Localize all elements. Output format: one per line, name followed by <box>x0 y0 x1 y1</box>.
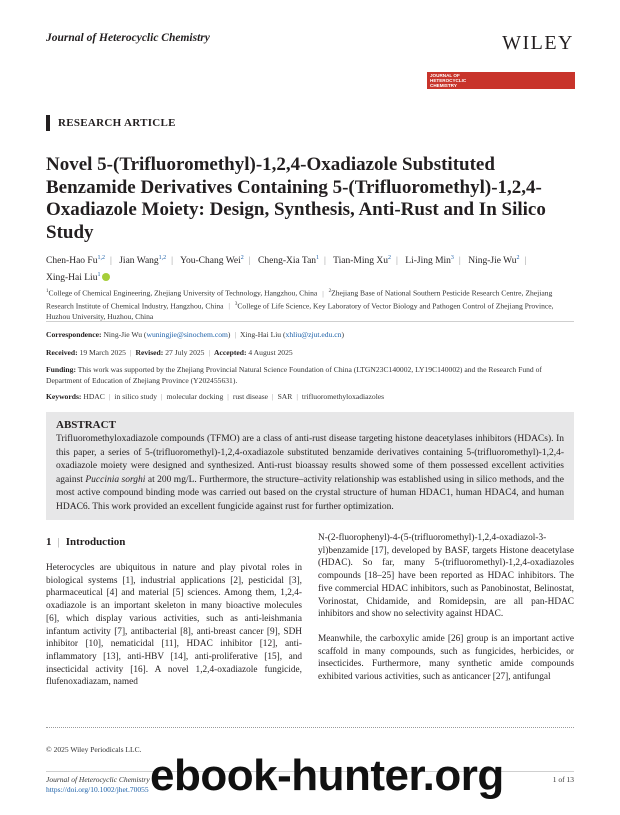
journal-logo-line: JOURNAL OF <box>430 73 460 78</box>
author-affiliation-ref[interactable]: 2 <box>240 255 244 261</box>
author-affiliation-ref[interactable]: 1 <box>316 255 320 261</box>
author-name[interactable]: Ning-Jie Wu <box>468 256 517 267</box>
section-heading-introduction: 1 | Introduction <box>46 536 126 548</box>
article-type-label <box>46 115 176 131</box>
affiliation-number: 2 <box>328 289 332 294</box>
email-link[interactable]: wuningjie@sinochem.com <box>146 330 228 339</box>
body-column-left <box>46 562 302 689</box>
keyword[interactable]: rust disease <box>232 392 269 401</box>
correspondence-label: Correspondence: <box>46 330 102 339</box>
footnote-divider <box>46 727 574 728</box>
author-affiliation-ref[interactable]: 1,2 <box>97 255 105 261</box>
article-title: Novel 5-(Trifluoromethyl)-1,2,4-Oxadiazole Substituted Benzamide Derivatives Containing 5-(Trifluoromethyl)-1,2,4-Oxadiazole Moiety: Design, Synthesis, Anti-Rust and In Silico Study <box>46 154 546 243</box>
doi-link[interactable]: https://doi.org/10.1002/jhet.70055 <box>46 785 149 794</box>
orcid-icon[interactable] <box>102 273 110 281</box>
abstract-text: Trifluoromethyloxadiazole compounds (TFMO) are a class of anti-rust disease targeting histone deacetylases inhibitors (HDACs). In this paper, a series of 5-(trifluoromethyl)-1,2,4-oxadiazole substituted benzamide derivatives containing 5-(trifluoromethyl)-1,2,4-oxadiazole moiety were designed and synthesized. Anti-rust bioassay results showed some of them possessed excellent activities against Puccinia sorghi at 200 mg/L. Furthermore, the structure–activity relationship was established using in silico methods, and the most active compound binding mode was carried out based on the crystal structure of human HDAC1, human HDAC4, and human HDAC6. This work provided an excellent fungicide against rust for further optimization. <box>56 434 564 512</box>
article-type-bar <box>46 115 50 131</box>
article-type-text: RESEARCH ARTICLE <box>58 117 176 129</box>
funding-text: This work was supported by the Zhejiang Provincial Natural Science Foundation of China (LTGN23C140002, LY19C140002) and the Research Fund of Department of Education of Zhejiang Province (Y202455631). <box>46 365 542 385</box>
keywords: Keywords: HDAC | in silico study | molecular docking | rust disease | SAR | trifluoromethyloxadiazoles <box>46 392 385 401</box>
accepted-date: 4 August 2025 <box>248 348 293 357</box>
journal-name: Journal of Heterocyclic Chemistry <box>46 32 210 44</box>
affiliations: $^1$College of Chemical Engineering, Zhejiang University of Technology, Hangzhou, China | $^2$Zhejiang Base of National Southern Pesticide Research Centre, Zhejiang Research Institute of Chemical Industry, Hangzhou, China | $^3$College of Life Science, Key Laboratory of Vector Biology and Pathogen Control of Zhejiang Province, Huzhou University, Huzhou, China <box>46 288 554 322</box>
keyword[interactable]: trifluoromethyloxadiazoles <box>301 392 385 401</box>
footer-journal: Journal of Heterocyclic Chemistry <box>46 775 150 784</box>
author-affiliation-ref[interactable]: 2 <box>387 255 391 261</box>
email-link[interactable]: xhliu@zjut.edu.cn <box>285 330 342 339</box>
author-affiliation-ref[interactable]: 1,2 <box>158 255 167 261</box>
correspondence-name: Xing-Hai Liu <box>239 330 282 339</box>
affiliation-number: 3 <box>234 301 238 307</box>
author-affiliation-ref[interactable]: 1 <box>97 272 101 279</box>
author-list: Chen-Hao Fu$^{1,2}$ | Jian Wang$^{1,2}$ | You-Chang Wei$^2$ | Cheng-Xia Tan$^1$ | Tian-Ming Xu$^2$ | Li-Jing Min$^3$ | Ning-Jie Wu$^2$ | Xing-Hai Liu$^1$ <box>46 255 527 284</box>
abstract-heading: ABSTRACT <box>56 419 116 431</box>
author-affiliation-ref[interactable]: 2 <box>516 255 520 261</box>
author-name[interactable]: Cheng-Xia Tan <box>258 256 317 267</box>
received-label: Received: <box>46 348 78 357</box>
funding-label: Funding: <box>46 365 76 374</box>
section-number: 1 <box>46 536 52 548</box>
received-date: 19 March 2025 <box>79 348 126 357</box>
author-name[interactable]: Jian Wang <box>119 256 159 267</box>
keyword[interactable]: SAR <box>277 392 293 401</box>
copyright: © 2025 Wiley Periodicals LLC. <box>46 745 142 754</box>
author-name[interactable]: Li-Jing Min <box>405 256 451 267</box>
keyword[interactable]: HDAC <box>83 392 105 401</box>
publisher-logo: WILEY <box>502 32 574 54</box>
revised-label: Revised: <box>135 348 164 357</box>
author-name[interactable]: You-Chang Wei <box>180 256 241 267</box>
author-affiliation-ref[interactable]: 3 <box>450 255 454 261</box>
keywords-label: Keywords: <box>46 392 82 401</box>
affiliation-number: 1 <box>46 289 49 294</box>
page-number: 1 of 13 <box>552 775 574 784</box>
body-paragraph: Heterocycles are ubiquitous in nature and play pivotal roles in biological systems [1], industrial applications [2], pesticidal [3], pharmaceutical [4] and material [5] sciences. Among them, 1,2,4-oxadiazole is an important skeleton in many bioactive molecules [6], which display various activities, such as anti-leishmania infantum activity [7], antibacterial [8], anti-breast cancer [9], SDH inhibitor [10], nematicidal [11], HDAC inhibitor [12], anti-inflammatory [13], anti-HBV [14], anti-proliferative [15], and insecticidal activity [16]. A novel 1,2,4-oxadiazole fungicide, flufenoxadiazam, named <box>46 563 302 688</box>
affiliation-text: College of Chemical Engineering, Zhejiang University of Technology, Hangzhou, China <box>48 288 318 298</box>
journal-logo-line: CHEMISTRY <box>430 83 457 89</box>
divider <box>46 321 574 322</box>
keyword[interactable]: in silico study <box>114 392 158 401</box>
author-name[interactable]: Tian-Ming Xu <box>333 256 388 267</box>
correspondence-name: Ning-Jie Wu <box>103 330 143 339</box>
body-paragraph: N-(2-fluorophenyl)-4-(5-(trifluoromethyl)-1,2,4-oxadiazol-3-yl)benzamide [17], developed by BASF, targets Histone deacetylase (HDAC). So far, many 5-(trifluoromethyl)-1,2,4-oxadiazoles compounds [18–25] have been reported as HDAC inhibitors. The five commercial HDAC inhibitors, such as Panobinostat, Belinostat, Vorinostat, Chidamide, and Romidepsin, are all pan-HDAC inhibitors and show no selectivity against HDAC. <box>318 533 574 620</box>
revised-date: 27 July 2025 <box>165 348 205 357</box>
keyword[interactable]: molecular docking <box>166 392 224 401</box>
affiliation-text: College of Life Science, Key Laboratory of Vector Biology and Pathogen Control of Zhejiang Province, Huzhou University, Huzhou, China <box>46 301 554 322</box>
affiliation-text: Zhejiang Base of National Southern Pesticide Research Centre, Zhejiang Research Institute of Chemical Industry, Hangzhou, China <box>46 288 553 311</box>
footer-citation <box>46 775 150 795</box>
author-name[interactable]: Xing-Hai Liu <box>46 273 98 284</box>
funding <box>46 364 574 386</box>
abstract-box <box>46 412 574 520</box>
body-paragraph: Meanwhile, the carboxylic amide [26] group is an important active scaffold in many compounds, such as fungicides, herbicides, or insecticides. Furthermore, many synthetic amide compounds exhibited various activities, such as anticancer [27], antifungal <box>318 633 574 683</box>
section-title: Introduction <box>65 536 126 548</box>
journal-logo-line: HETEROCYCLIC <box>430 78 467 84</box>
accepted-label: Accepted: <box>214 348 247 357</box>
body-column-right <box>318 532 574 684</box>
journal-logo <box>427 72 575 89</box>
author-name[interactable]: Chen-Hao Fu <box>46 256 98 267</box>
correspondence: Correspondence: Ning-Jie Wu (wuningjie@sinochem.com) | Xing-Hai Liu (xhliu@zjut.edu.cn) <box>46 330 344 339</box>
article-dates: Received: 19 March 2025 | Revised: 27 July 2025 | Accepted: 4 August 2025 <box>46 348 293 357</box>
watermark: ebook-hunter.org <box>150 751 504 800</box>
